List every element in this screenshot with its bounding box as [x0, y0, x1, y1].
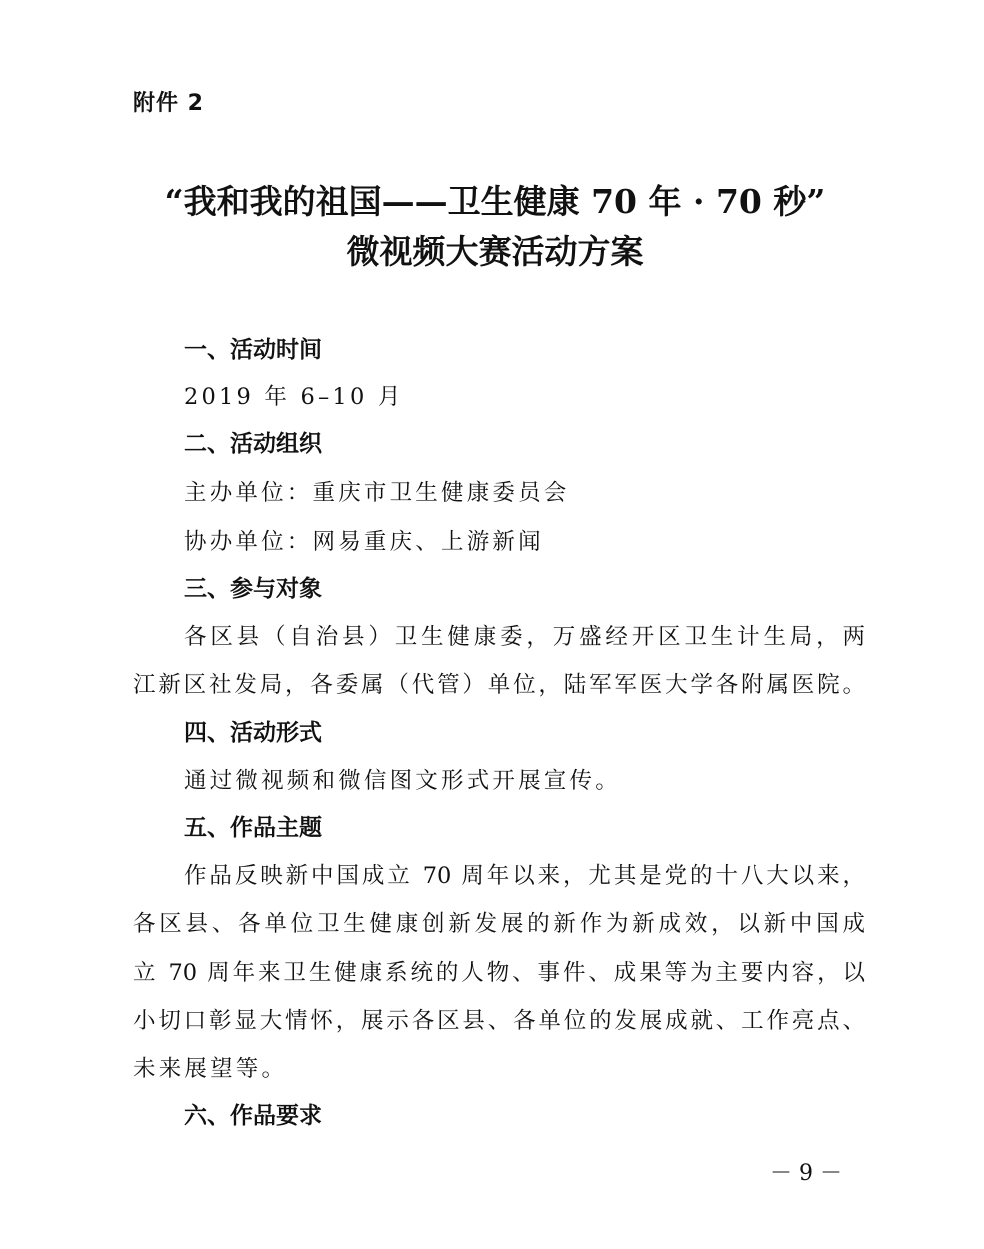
attachment-label: 附件 2: [133, 91, 204, 116]
section-heading-time: 一、活动时间: [184, 337, 322, 363]
section-heading-theme: 五、作品主题: [184, 815, 322, 841]
section-text-participants-2: 江新区社发局，各委属（代管）单位，陆军军医大学各附属医院。: [133, 672, 865, 698]
section-text-co-organizer: 协办单位：网易重庆、上游新闻: [184, 529, 544, 555]
section-heading-format: 四、活动形式: [184, 720, 322, 746]
section-text-time: 2019 年 6–10 月: [184, 384, 404, 410]
section-heading-participants: 三、参与对象: [184, 576, 322, 602]
section-heading-requirements: 六、作品要求: [184, 1103, 322, 1129]
document-title-line-2: 微视频大赛活动方案: [346, 232, 644, 271]
section-text-organizer: 主办单位：重庆市卫生健康委员会: [184, 480, 570, 506]
section-text-theme-2: 各区县、各单位卫生健康创新发展的新作为新成效，以新中国成: [133, 911, 865, 937]
page-number: － 9 －: [770, 1161, 842, 1186]
section-text-theme-4: 小切口彰显大情怀，展示各区县、各单位的发展成就、工作亮点、: [133, 1008, 865, 1034]
section-text-participants-1: 各区县（自治县）卫生健康委，万盛经开区卫生计生局，两: [184, 624, 865, 650]
section-heading-organization: 二、活动组织: [184, 431, 322, 457]
section-text-theme-5: 未来展望等。: [133, 1056, 288, 1082]
section-text-theme-3: 立 70 周年来卫生健康系统的人物、事件、成果等为主要内容，以: [133, 960, 865, 986]
document-title-line-1: “我和我的祖国——卫生健康 70 年 · 70 秒”: [164, 182, 826, 221]
section-text-theme-1: 作品反映新中国成立 70 周年以来，尤其是党的十八大以来，: [184, 863, 865, 889]
section-text-format: 通过微视频和微信图文形式开展宣传。: [184, 768, 621, 794]
